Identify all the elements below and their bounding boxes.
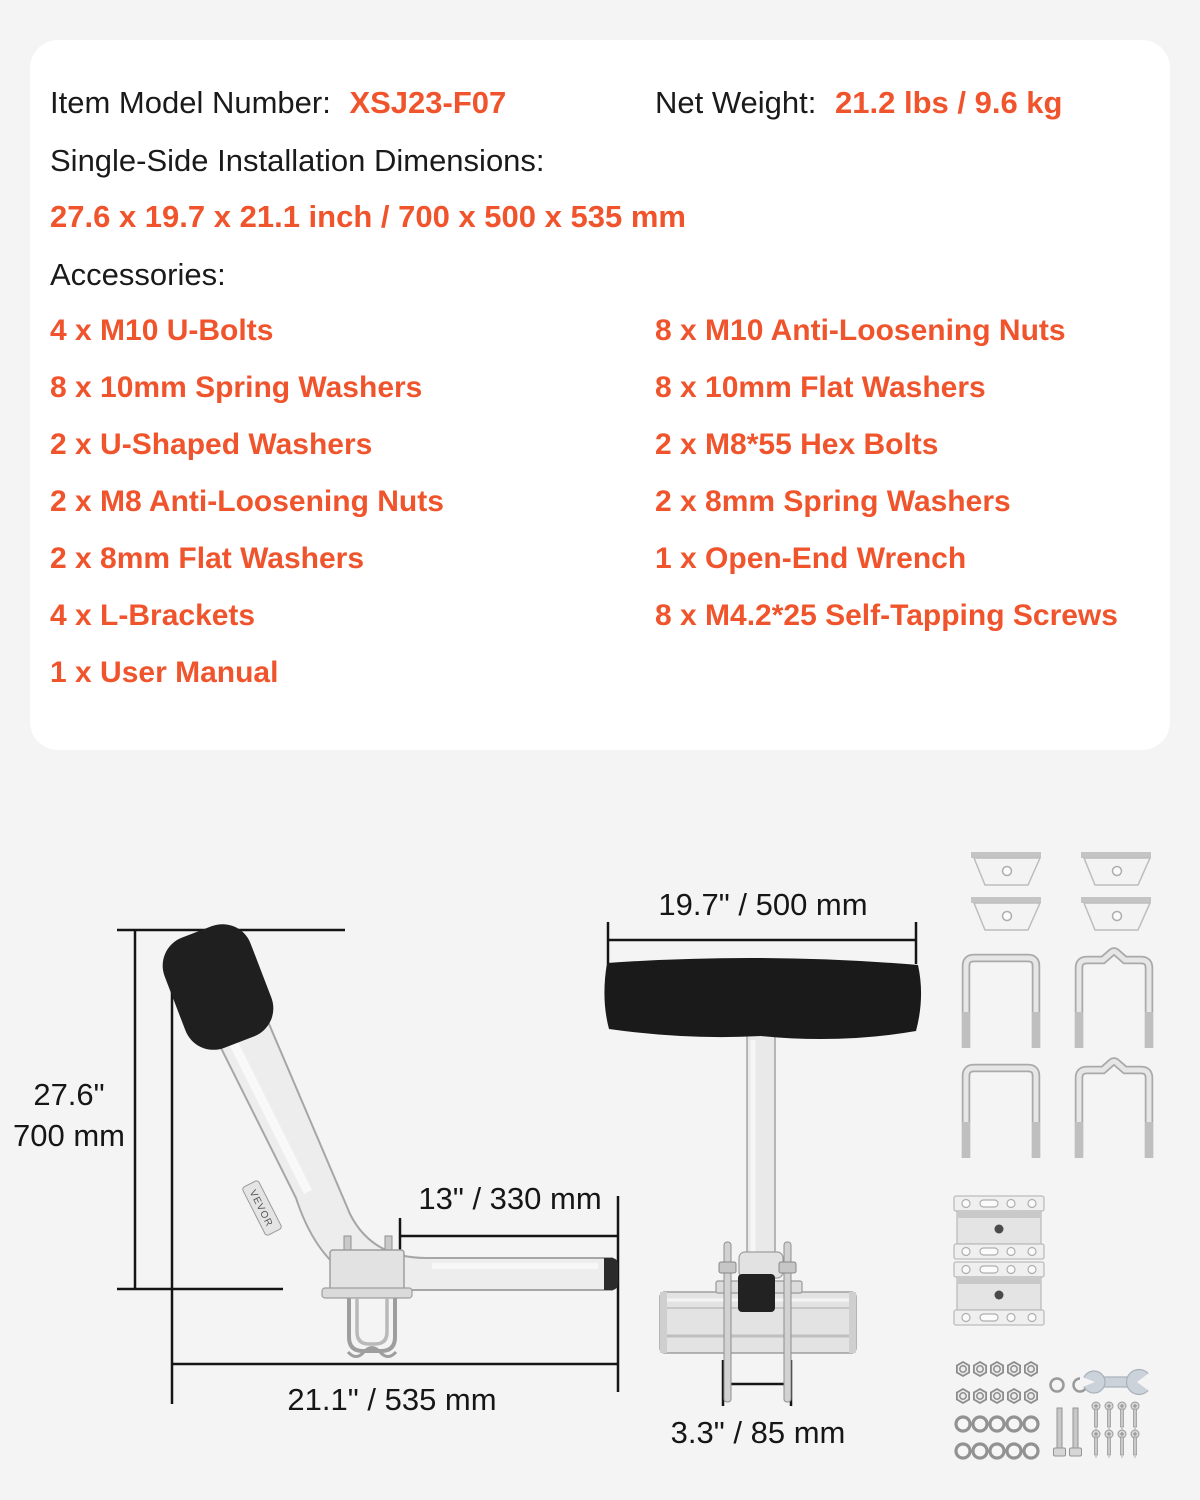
hex-bolts-group [1054, 1408, 1082, 1456]
net-weight-value: 21.2 lbs / 9.6 kg [835, 85, 1063, 120]
accessory-item: 1 x User Manual [50, 656, 279, 689]
accessory-item: 2 x M8 Anti-Loosening Nuts [50, 485, 444, 518]
mounting-plates-group [954, 1196, 1044, 1325]
brand-sticker-text: VEVOR [246, 1188, 275, 1230]
accessories-panel [930, 830, 1200, 1490]
total-length-dimension-label: 21.1" / 535 mm [287, 1382, 497, 1417]
crossbar-width-dimension-label: 19.7" / 500 mm [658, 887, 868, 922]
model-and-weight-row [50, 84, 1150, 122]
washers-group [956, 1379, 1087, 1459]
nuts-group [957, 1362, 1037, 1403]
height-mm: 700 mm [13, 1118, 125, 1153]
rack-arm-side [154, 915, 618, 1290]
accessory-item: 1 x Open-End Wrench [655, 542, 967, 575]
brand-sticker [242, 1180, 283, 1236]
wrench-icon [1080, 1370, 1153, 1395]
height-inches: 27.6" [33, 1077, 105, 1112]
accessory-item: 8 x M4.2*25 Self-Tapping Screws [655, 599, 1118, 632]
model-number-pair [50, 84, 655, 122]
rail-width-dimension-label: 3.3" / 85 mm [670, 1415, 846, 1450]
net-weight-label: Net Weight: [655, 85, 817, 120]
accessory-item: 2 x U-Shaped Washers [50, 428, 373, 461]
l-brackets-group [971, 852, 1151, 930]
installation-dimensions-label: Single-Side Installation Dimensions: [50, 143, 545, 178]
accessory-item: 4 x M10 U-Bolts [50, 314, 274, 347]
accessories-list [50, 312, 1150, 692]
black-adapter-block [738, 1274, 775, 1312]
accessory-item: 2 x M8*55 Hex Bolts [655, 428, 939, 461]
accessories-heading: Accessories: [50, 257, 226, 292]
accessory-item: 8 x 10mm Flat Washers [655, 371, 986, 404]
front-view-diagram [560, 880, 980, 1440]
model-number-label: Item Model Number: [50, 85, 331, 120]
model-number-value: XSJ23-F07 [349, 85, 507, 120]
spec-card [30, 40, 1170, 750]
foam-crossbar [604, 958, 921, 1039]
accessory-item: 4 x L-Brackets [50, 599, 256, 632]
accessory-item: 8 x M10 Anti-Loosening Nuts [655, 314, 1066, 347]
height-dimension-label [0, 1074, 138, 1156]
arm-length-dimension-label: 13" / 330 mm [418, 1181, 602, 1216]
self-tapping-screws-group [1092, 1402, 1139, 1459]
installation-dimensions-value: 27.6 x 19.7 x 21.1 inch / 700 x 500 x 535 mm [50, 199, 686, 234]
accessory-item: 2 x 8mm Flat Washers [50, 542, 365, 575]
u-bolts-group [962, 952, 1153, 1159]
accessory-item: 8 x 10mm Spring Washers [50, 371, 423, 404]
side-view-clamp [322, 1236, 412, 1357]
rack-front [604, 958, 921, 1402]
accessory-item: 2 x 8mm Spring Washers [655, 485, 1011, 518]
net-weight-pair [655, 84, 1062, 122]
